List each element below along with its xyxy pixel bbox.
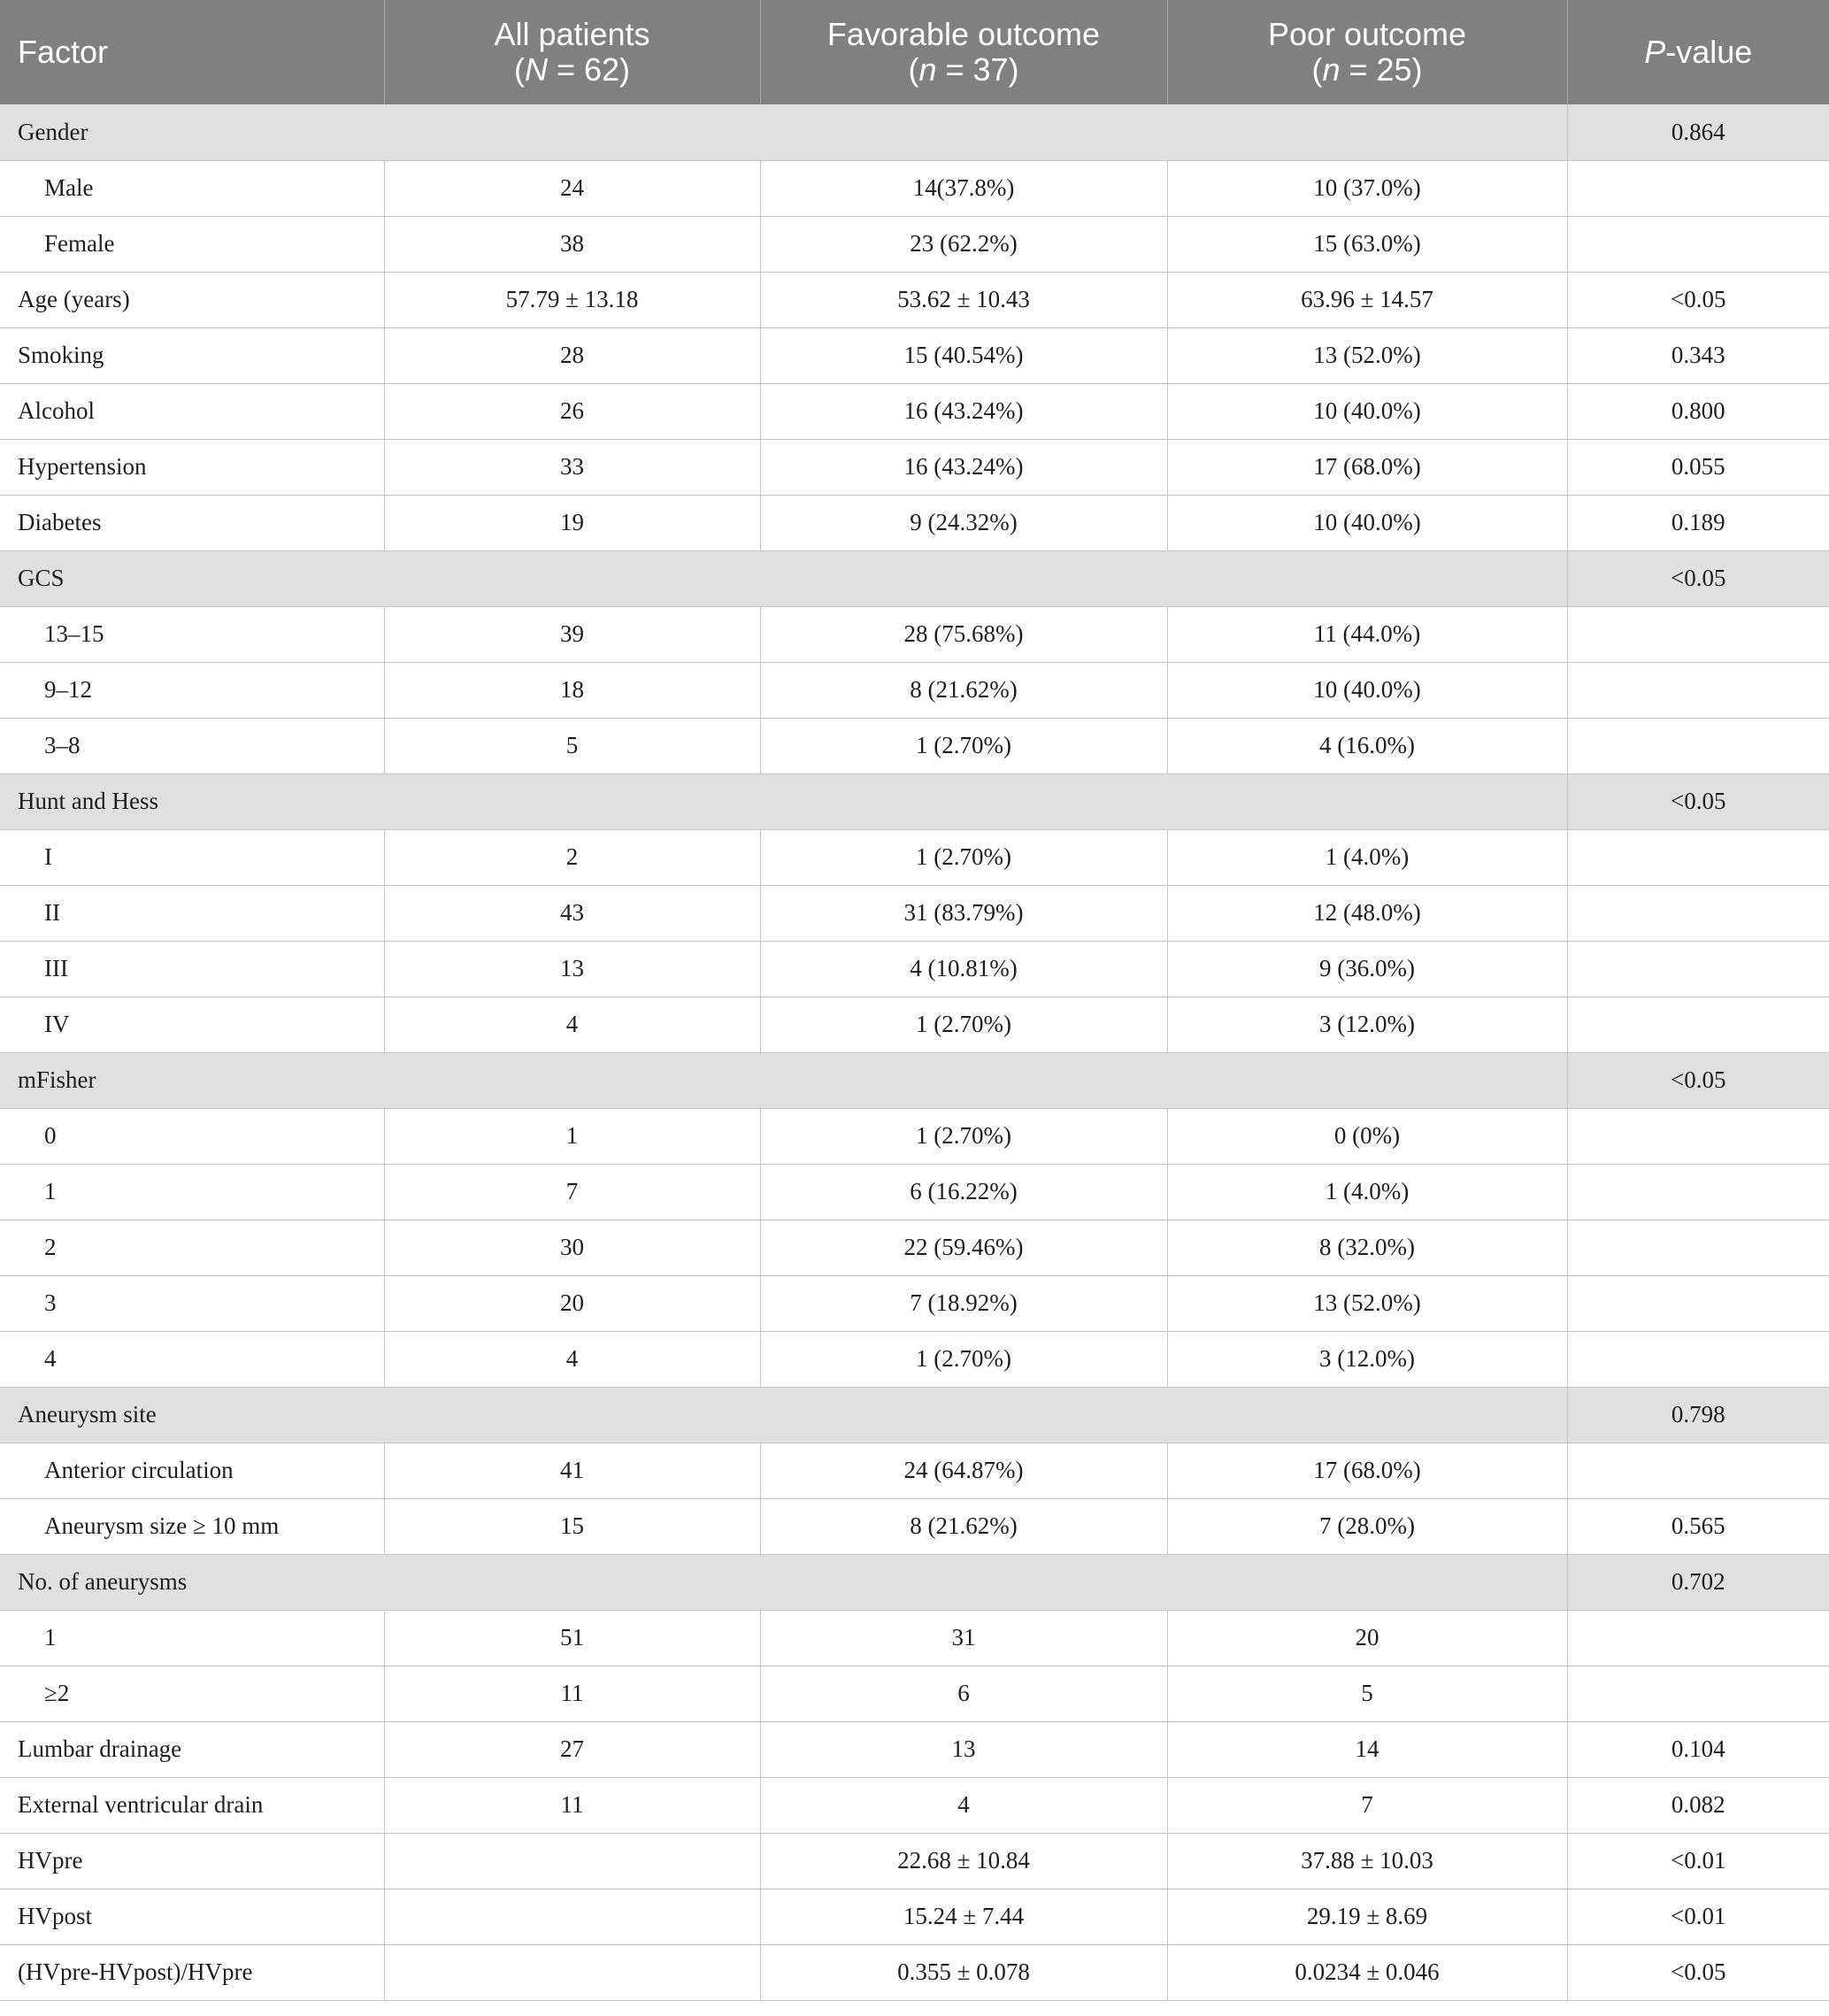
favorable-cell: 1 (2.70%) bbox=[760, 996, 1167, 1052]
factor-cell: Smoking bbox=[0, 327, 384, 383]
poor-cell: 10 (40.0%) bbox=[1167, 662, 1567, 718]
table-row bbox=[0, 941, 1829, 996]
favorable-cell: 28 (75.68%) bbox=[760, 606, 1167, 662]
poor-cell: 20 bbox=[1167, 1610, 1567, 1666]
favorable-cell: 7 (18.92%) bbox=[760, 1275, 1167, 1331]
group-row bbox=[0, 1554, 1829, 1610]
header-all-var: N bbox=[524, 51, 548, 88]
table-row bbox=[0, 495, 1829, 550]
p-value-cell: <0.05 bbox=[1567, 1944, 1829, 2000]
poor-cell: 0 (0%) bbox=[1167, 1108, 1567, 1164]
table-row bbox=[0, 1833, 1829, 1889]
favorable-cell: 13 bbox=[760, 1721, 1167, 1777]
group-row bbox=[0, 773, 1829, 829]
factor-cell: 1 bbox=[0, 1610, 384, 1666]
all-patients-cell: 57.79 ± 13.18 bbox=[384, 272, 760, 327]
table-row bbox=[0, 1220, 1829, 1275]
factor-cell: Lumbar drainage bbox=[0, 1721, 384, 1777]
poor-cell: 0.0234 ± 0.046 bbox=[1167, 1944, 1567, 2000]
p-value-cell: 0.189 bbox=[1567, 495, 1829, 550]
all-patients-cell: 11 bbox=[384, 1666, 760, 1721]
factor-cell: Age (years) bbox=[0, 272, 384, 327]
all-patients-cell: 43 bbox=[384, 885, 760, 941]
p-value-cell: <0.01 bbox=[1567, 1833, 1829, 1889]
factor-cell: 9–12 bbox=[0, 662, 384, 718]
factor-cell: Aneurysm size ≥ 10 mm bbox=[0, 1498, 384, 1554]
p-value-cell bbox=[1567, 216, 1829, 272]
p-value-cell: <0.05 bbox=[1567, 1052, 1829, 1108]
table-row bbox=[0, 1275, 1829, 1331]
p-value-cell bbox=[1567, 1275, 1829, 1331]
p-value-cell: 0.565 bbox=[1567, 1498, 1829, 1554]
favorable-cell: 16 (43.24%) bbox=[760, 383, 1167, 439]
favorable-cell: 1 (2.70%) bbox=[760, 1331, 1167, 1387]
poor-cell: 10 (40.0%) bbox=[1167, 495, 1567, 550]
p-value-cell bbox=[1567, 1331, 1829, 1387]
all-patients-cell bbox=[384, 1944, 760, 2000]
p-value-cell: <0.01 bbox=[1567, 1889, 1829, 1944]
p-value-cell: <0.05 bbox=[1567, 550, 1829, 606]
factor-cell: (HVpre-HVpost)/HVpre bbox=[0, 1944, 384, 2000]
favorable-cell: 15.24 ± 7.44 bbox=[760, 1889, 1167, 1944]
poor-cell: 15 (63.0%) bbox=[1167, 216, 1567, 272]
favorable-cell: 9 (24.32%) bbox=[760, 495, 1167, 550]
p-value-cell: <0.05 bbox=[1567, 272, 1829, 327]
favorable-cell: 6 bbox=[760, 1666, 1167, 1721]
header-all-label: All patients bbox=[494, 16, 650, 52]
poor-cell: 7 (28.0%) bbox=[1167, 1498, 1567, 1554]
favorable-cell: 4 (10.81%) bbox=[760, 941, 1167, 996]
header-all-count: = 62) bbox=[547, 51, 631, 88]
header-fav-count: = 37) bbox=[936, 51, 1019, 88]
poor-cell: 12 (48.0%) bbox=[1167, 885, 1567, 941]
p-value-cell bbox=[1567, 941, 1829, 996]
all-patients-cell: 41 bbox=[384, 1443, 760, 1498]
header-factor-label: Factor bbox=[18, 34, 109, 70]
header-p-label: -value bbox=[1665, 34, 1753, 70]
poor-cell: 3 (12.0%) bbox=[1167, 1331, 1567, 1387]
table-body bbox=[0, 104, 1829, 2000]
factor-cell: 3–8 bbox=[0, 718, 384, 773]
poor-cell: 1 (4.0%) bbox=[1167, 829, 1567, 885]
table-row bbox=[0, 1443, 1829, 1498]
all-patients-cell bbox=[384, 1833, 760, 1889]
favorable-cell: 31 bbox=[760, 1610, 1167, 1666]
table-row bbox=[0, 160, 1829, 216]
header-poor-var: n bbox=[1322, 51, 1341, 88]
all-patients-cell: 13 bbox=[384, 941, 760, 996]
all-patients-cell: 18 bbox=[384, 662, 760, 718]
table-row bbox=[0, 885, 1829, 941]
table-row bbox=[0, 1610, 1829, 1666]
poor-cell: 37.88 ± 10.03 bbox=[1167, 1833, 1567, 1889]
all-patients-cell: 38 bbox=[384, 216, 760, 272]
all-patients-cell: 39 bbox=[384, 606, 760, 662]
factor-cell: Female bbox=[0, 216, 384, 272]
p-value-cell: 0.798 bbox=[1567, 1387, 1829, 1443]
header-factor bbox=[0, 0, 384, 104]
favorable-cell: 23 (62.2%) bbox=[760, 216, 1167, 272]
poor-cell: 3 (12.0%) bbox=[1167, 996, 1567, 1052]
table-row bbox=[0, 718, 1829, 773]
p-value-cell bbox=[1567, 829, 1829, 885]
factor-cell: Diabetes bbox=[0, 495, 384, 550]
group-label-cell: Hunt and Hess bbox=[0, 773, 1567, 829]
poor-cell: 11 (44.0%) bbox=[1167, 606, 1567, 662]
group-label-cell: Aneurysm site bbox=[0, 1387, 1567, 1443]
p-value-cell bbox=[1567, 662, 1829, 718]
poor-cell: 9 (36.0%) bbox=[1167, 941, 1567, 996]
all-patients-cell: 28 bbox=[384, 327, 760, 383]
factor-cell: 1 bbox=[0, 1164, 384, 1220]
favorable-cell: 1 (2.70%) bbox=[760, 1108, 1167, 1164]
favorable-cell: 14(37.8%) bbox=[760, 160, 1167, 216]
favorable-cell: 8 (21.62%) bbox=[760, 1498, 1167, 1554]
table-row bbox=[0, 829, 1829, 885]
p-value-cell: 0.702 bbox=[1567, 1554, 1829, 1610]
poor-cell: 63.96 ± 14.57 bbox=[1167, 272, 1567, 327]
all-patients-cell: 20 bbox=[384, 1275, 760, 1331]
group-label-cell: Gender bbox=[0, 104, 1567, 160]
header-all-patients: All patients (N = 62) bbox=[384, 0, 760, 104]
all-patients-cell: 7 bbox=[384, 1164, 760, 1220]
header-p-var: P bbox=[1644, 34, 1666, 70]
p-value-cell bbox=[1567, 1443, 1829, 1498]
all-patients-cell: 2 bbox=[384, 829, 760, 885]
table-row bbox=[0, 1944, 1829, 2000]
all-patients-cell: 1 bbox=[384, 1108, 760, 1164]
all-patients-cell bbox=[384, 1889, 760, 1944]
poor-cell: 10 (37.0%) bbox=[1167, 160, 1567, 216]
poor-cell: 1 (4.0%) bbox=[1167, 1164, 1567, 1220]
favorable-cell: 1 (2.70%) bbox=[760, 829, 1167, 885]
poor-cell: 13 (52.0%) bbox=[1167, 327, 1567, 383]
factor-cell: 0 bbox=[0, 1108, 384, 1164]
p-value-cell bbox=[1567, 718, 1829, 773]
p-value-cell bbox=[1567, 996, 1829, 1052]
table-row bbox=[0, 1721, 1829, 1777]
header-poor-outcome: Poor outcome (n = 25) bbox=[1167, 0, 1567, 104]
poor-cell: 13 (52.0%) bbox=[1167, 1275, 1567, 1331]
favorable-cell: 15 (40.54%) bbox=[760, 327, 1167, 383]
header-fav-label: Favorable outcome bbox=[826, 16, 1101, 52]
favorable-cell: 4 bbox=[760, 1777, 1167, 1833]
table-row bbox=[0, 1108, 1829, 1164]
all-patients-cell: 27 bbox=[384, 1721, 760, 1777]
poor-cell: 8 (32.0%) bbox=[1167, 1220, 1567, 1275]
table-row bbox=[0, 662, 1829, 718]
factor-cell: IV bbox=[0, 996, 384, 1052]
factor-cell: II bbox=[0, 885, 384, 941]
p-value-cell: 0.343 bbox=[1567, 327, 1829, 383]
group-row bbox=[0, 550, 1829, 606]
table-row bbox=[0, 1777, 1829, 1833]
poor-cell: 17 (68.0%) bbox=[1167, 439, 1567, 495]
all-patients-cell: 4 bbox=[384, 1331, 760, 1387]
all-patients-cell: 26 bbox=[384, 383, 760, 439]
factor-cell: ≥2 bbox=[0, 1666, 384, 1721]
p-value-cell bbox=[1567, 885, 1829, 941]
table-row bbox=[0, 439, 1829, 495]
factor-cell: I bbox=[0, 829, 384, 885]
favorable-cell: 22.68 ± 10.84 bbox=[760, 1833, 1167, 1889]
factor-cell: 3 bbox=[0, 1275, 384, 1331]
poor-cell: 5 bbox=[1167, 1666, 1567, 1721]
header-poor-label: Poor outcome bbox=[1267, 16, 1467, 52]
p-value-cell: 0.864 bbox=[1567, 104, 1829, 160]
factor-cell: 2 bbox=[0, 1220, 384, 1275]
factor-cell: External ventricular drain bbox=[0, 1777, 384, 1833]
header-fav-var: n bbox=[918, 51, 937, 88]
all-patients-cell: 30 bbox=[384, 1220, 760, 1275]
table-row bbox=[0, 1889, 1829, 1944]
poor-cell: 7 bbox=[1167, 1777, 1567, 1833]
factor-cell: 13–15 bbox=[0, 606, 384, 662]
p-value-cell bbox=[1567, 1666, 1829, 1721]
all-patients-cell: 5 bbox=[384, 718, 760, 773]
p-value-cell bbox=[1567, 606, 1829, 662]
favorable-cell: 22 (59.46%) bbox=[760, 1220, 1167, 1275]
factor-cell: HVpre bbox=[0, 1833, 384, 1889]
table-row bbox=[0, 1164, 1829, 1220]
poor-cell: 4 (16.0%) bbox=[1167, 718, 1567, 773]
poor-cell: 14 bbox=[1167, 1721, 1567, 1777]
favorable-cell: 8 (21.62%) bbox=[760, 662, 1167, 718]
p-value-cell bbox=[1567, 1220, 1829, 1275]
group-label-cell: No. of aneurysms bbox=[0, 1554, 1567, 1610]
p-value-cell: 0.800 bbox=[1567, 383, 1829, 439]
table-row bbox=[0, 1331, 1829, 1387]
group-row bbox=[0, 1387, 1829, 1443]
all-patients-cell: 4 bbox=[384, 996, 760, 1052]
table-row bbox=[0, 1498, 1829, 1554]
table-row bbox=[0, 996, 1829, 1052]
group-row bbox=[0, 1052, 1829, 1108]
favorable-cell: 16 (43.24%) bbox=[760, 439, 1167, 495]
header-poor-count: = 25) bbox=[1340, 51, 1423, 88]
factor-cell: Hypertension bbox=[0, 439, 384, 495]
p-value-cell bbox=[1567, 160, 1829, 216]
p-value-cell: <0.05 bbox=[1567, 773, 1829, 829]
factor-cell: Alcohol bbox=[0, 383, 384, 439]
header-row bbox=[0, 0, 1829, 104]
favorable-cell: 6 (16.22%) bbox=[760, 1164, 1167, 1220]
p-value-cell bbox=[1567, 1164, 1829, 1220]
poor-cell: 17 (68.0%) bbox=[1167, 1443, 1567, 1498]
favorable-cell: 31 (83.79%) bbox=[760, 885, 1167, 941]
all-patients-cell: 15 bbox=[384, 1498, 760, 1554]
factor-cell: HVpost bbox=[0, 1889, 384, 1944]
table-row bbox=[0, 1666, 1829, 1721]
all-patients-cell: 24 bbox=[384, 160, 760, 216]
poor-cell: 10 (40.0%) bbox=[1167, 383, 1567, 439]
p-value-cell bbox=[1567, 1108, 1829, 1164]
all-patients-cell: 19 bbox=[384, 495, 760, 550]
factor-cell: III bbox=[0, 941, 384, 996]
p-value-cell: 0.055 bbox=[1567, 439, 1829, 495]
all-patients-cell: 51 bbox=[384, 1610, 760, 1666]
favorable-cell: 0.355 ± 0.078 bbox=[760, 1944, 1167, 2000]
favorable-cell: 1 (2.70%) bbox=[760, 718, 1167, 773]
table-row bbox=[0, 327, 1829, 383]
p-value-cell: 0.082 bbox=[1567, 1777, 1829, 1833]
group-label-cell: GCS bbox=[0, 550, 1567, 606]
group-label-cell: mFisher bbox=[0, 1052, 1567, 1108]
favorable-cell: 53.62 ± 10.43 bbox=[760, 272, 1167, 327]
header-p-value bbox=[1567, 0, 1829, 104]
all-patients-cell: 33 bbox=[384, 439, 760, 495]
factor-cell: Anterior circulation bbox=[0, 1443, 384, 1498]
poor-cell: 29.19 ± 8.69 bbox=[1167, 1889, 1567, 1944]
table-row bbox=[0, 272, 1829, 327]
table-header bbox=[0, 0, 1829, 104]
table-row bbox=[0, 383, 1829, 439]
all-patients-cell: 11 bbox=[384, 1777, 760, 1833]
header-favorable-outcome: Favorable outcome (n = 37) bbox=[760, 0, 1167, 104]
favorable-cell: 24 (64.87%) bbox=[760, 1443, 1167, 1498]
factor-cell: 4 bbox=[0, 1331, 384, 1387]
p-value-cell: 0.104 bbox=[1567, 1721, 1829, 1777]
factor-cell: Male bbox=[0, 160, 384, 216]
table-row bbox=[0, 606, 1829, 662]
p-value-cell bbox=[1567, 1610, 1829, 1666]
group-row bbox=[0, 104, 1829, 160]
table-row bbox=[0, 216, 1829, 272]
